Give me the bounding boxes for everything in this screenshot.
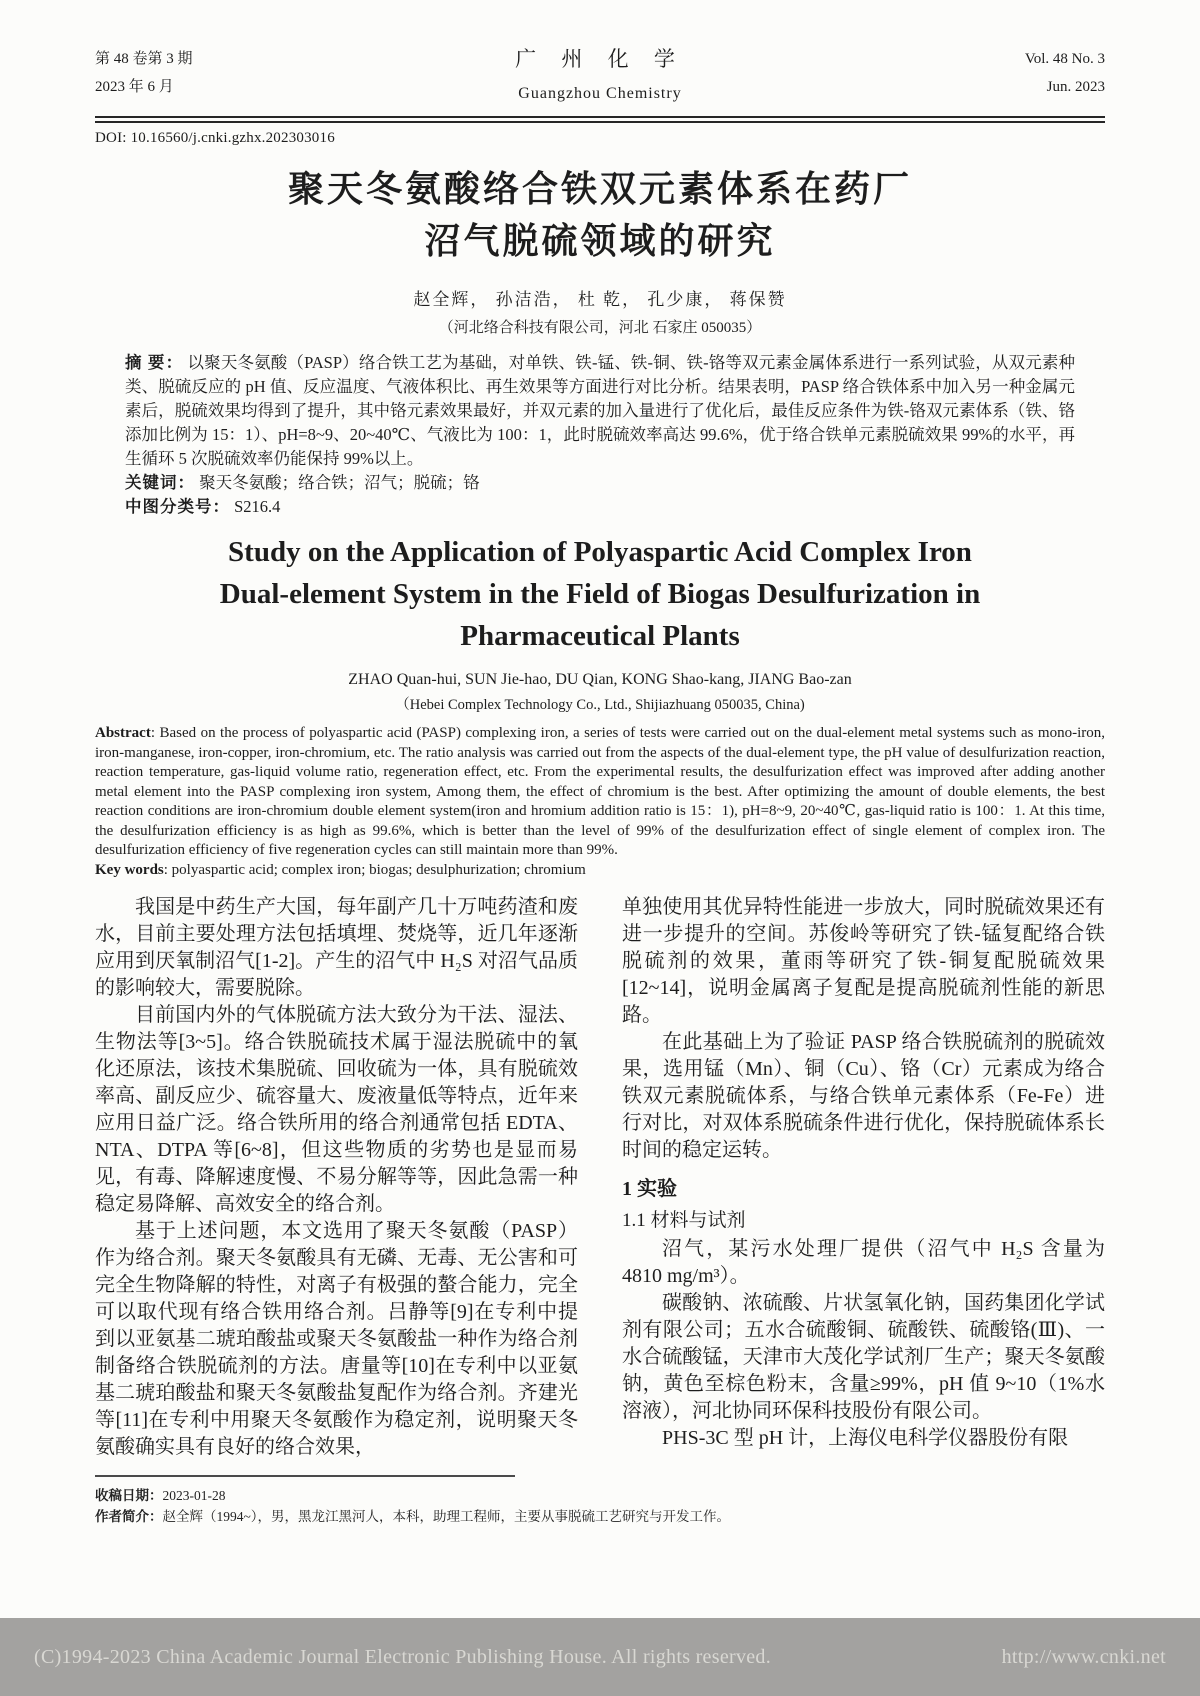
abstract-en-block: [95, 724, 1105, 880]
keywords-cn: [125, 471, 1075, 495]
received-date-label: 收稿日期：: [95, 1488, 163, 1504]
footer-bar: [0, 1618, 1200, 1696]
paragraph-biogas-source: 沼气，某污水处理厂提供（沼气中 H₂S 含量为 4810 mg/m³）。: [622, 1238, 1105, 1288]
clc-label: 中图分类号：: [125, 497, 230, 517]
doi-line: DOI: 10.16560/j.cnki.gzhx.202303016: [95, 130, 335, 147]
abstract-en: [95, 724, 1105, 861]
paragraph-intro: 我国是中药生产大国，每年副产几十万吨药渣和废水，目前主要处理方法包括填埋、焚烧等，近几年逐渐应用到厌氧制沼气[1-2]。产生的沼气中 H₂S 对沼气品质的影响较大，需要脱除。: [95, 896, 578, 1000]
author-bio: [95, 1506, 1105, 1527]
subsection-heading-materials: 1.1 材料与试剂: [622, 1210, 746, 1232]
header-divider: [95, 116, 1105, 123]
copyright-text: (C)1994-2023 China Academic Journal Electronic Publishing House. All rights reserved.: [34, 1645, 772, 1668]
issue-volume-cn: 第 48 卷第 3 期: [95, 51, 193, 68]
left-column: [95, 894, 578, 1461]
author-bio-label: 作者简介：: [95, 1509, 163, 1525]
affiliation-cn: （河北络合科技有限公司，河北 石家庄 050035）: [438, 320, 762, 337]
affiliation-en: （Hebei Complex Technology Co., Ltd., Shijiazhuang 050035, China): [395, 697, 805, 714]
abstract-cn-text: 以聚天冬氨酸（PASP）络合铁工艺为基础，对单铁、铁-锰、铁-铜、铁-铬等双元素金属体系进行一系列试验，从双元素种类、脱硫反应的 pH 值、反应温度、气液体积比、再生效果等方面进行对比分析。结果表明，PASP 络合铁体系中加入另一种金属元素后，脱硫效果均得到了提升，其中铬元素效果最好，并双元素的加入量进行了优化后，最佳反应条件为铁-铬双元素体系（铁、铬添加比例为 15：1）、pH=8~9、20~40℃、气液比为 100：1，此时脱硫效率高达 99.6%，优于络合铁单元素脱硫效果 99%的水平，再生循环 5 次脱硫效率仍能保持 99%以上。: [125, 353, 1075, 469]
article-title-en-line1: Study on the Application of Polyaspartic Acid Complex Iron: [228, 536, 972, 569]
cnki-url: http://www.cnki.net: [1001, 1645, 1166, 1668]
header-volume-info: [885, 46, 1105, 102]
abstract-cn-label: 摘 要：: [125, 353, 184, 373]
article-title-en-line2: Dual-element System in the Field of Biogas Desulfurization in: [219, 578, 981, 611]
authors-cn: 赵全辉， 孙洁浩， 杜 乾， 孔少康， 蒋保赞: [413, 290, 787, 310]
abstract-cn: [125, 351, 1075, 471]
issue-volume-en: Vol. 48 No. 3: [1024, 51, 1105, 68]
header-issue-info: [95, 46, 315, 102]
article-title-cn-line2: 沼气脱硫领域的研究: [424, 221, 776, 262]
clc-value: S216.4: [234, 497, 281, 517]
paragraph-methods-overview: 目前国内外的气体脱硫方法大致分为干法、湿法、生物法等[3~5]。络合铁脱硫技术属于湿法脱硫中的氧化还原法，该技术集脱硫、回收硫为一体，具有脱硫效率高、副反应少、硫容量大、废液量低等特点，近年来应用日益广泛。络合铁所用的络合剂通常包括 EDTA、NTA、DTPA 等[6~8]，但这些物质的劣势也是显而易见，有毒、降解速度慢、不易分解等等，因此急需一种稳定易降解、高效安全的络合剂。: [95, 1004, 578, 1216]
article-title-cn: [95, 163, 1105, 267]
article-title-en-line3: Pharmaceutical Plants: [460, 620, 740, 653]
issue-date-en: Jun. 2023: [1046, 79, 1105, 96]
clc-number: [125, 495, 1075, 519]
footnote-divider: [95, 1475, 515, 1477]
journal-title-en: Guangzhou Chemistry: [518, 84, 682, 102]
header-journal-title: [515, 40, 685, 108]
section-heading-experiment: 1 实验: [622, 1178, 677, 1201]
abstract-en-text: : Based on the process of polyaspartic acid (PASP) complexing iron, a series of tests were carried out on the dual-element metal systems such as mono-iron, iron-manganese, iron-copper, iron-chromium, etc. The ratio analysis was carried out from the aspects of the dual-element type, the pH value of desulfurization reaction, reaction temperature, gas-liquid volume ratio, regeneration effect, etc. From the experimental results, the desulfurization effect was improved after adding another metal element into the PASP complexing iron system, Among them, the effect of chromium is the best. After optimizing the amount of double elements, the best reaction conditions are iron-chromium double element system(iron and hromium addition ratio is 15：1), pH=8~9, 20~40℃, gas-liquid ratio is 100：1. At this time, the desulfurization efficiency is as high as 99.6%, which is better than the level of 99% of the desulfurization effect of single element of complex iron. The desulfurization efficiency of five regeneration cycles can still maintain more than 99%.: [95, 725, 1105, 859]
author-bio-text: 赵全辉（1994~），男，黑龙江黑河人，本科，助理工程师，主要从事脱硫工艺研究与开发工作。: [162, 1509, 731, 1525]
received-date-value: 2023-01-28: [162, 1488, 226, 1504]
issue-date-cn: 2023 年 6 月: [95, 79, 174, 96]
abstract-cn-block: [125, 351, 1075, 519]
right-column: [622, 894, 1105, 1461]
keywords-en-label: Key words: [95, 861, 164, 878]
abstract-en-label: Abstract: [95, 725, 151, 742]
keywords-en-text: : polyaspartic acid; complex iron; biogas; desulphurization; chromium: [163, 861, 586, 878]
authors-en: ZHAO Quan-hui, SUN Jie-hao, DU Qian, KONG Shao-kang, JIANG Bao-zan: [348, 671, 852, 689]
paragraph-reagents: 碳酸钠、浓硫酸、片状氢氧化钠，国药集团化学试剂有限公司；五水合硫酸铜、硫酸铁、硫酸铬(Ⅲ)、一水合硫酸锰，天津市大茂化学试剂厂生产；聚天冬氨酸钠，黄色至棕色粉末，含量≥99%，pH 值 9~10（1%水溶液），河北协同环保科技股份有限公司。: [622, 1292, 1105, 1423]
keywords-cn-text: 聚天冬氨酸；络合铁；沼气；脱硫；铬: [199, 473, 480, 493]
journal-title-cn: 广 州 化 学: [515, 47, 685, 71]
paragraph-pasp-selection: 基于上述问题，本文选用了聚天冬氨酸（PASP）作为络合剂。聚天冬氨酸具有无磷、无毒、无公害和可完全生物降解的特性，对离子有极强的螯合能力，完全可以取代现有络合铁用络合剂。吕静等[9]在专利中提到以亚氨基二琥珀酸盐或聚天冬氨酸盐一种作为络合剂制备络合铁脱硫剂的方法。唐量等[10]在专利中以亚氨基二琥珀酸盐和聚天冬氨酸盐复配作为络合剂。齐建光等[11]在专利中用聚天冬氨酸作为稳定剂，说明聚天冬氨酸确实具有良好的络合效果，: [95, 1220, 578, 1459]
body-columns: [95, 894, 1105, 1461]
received-date: [95, 1485, 1105, 1506]
paragraph-continuation: 单独使用其优异特性能进一步放大，同时脱硫效果还有进一步提升的空间。苏俊岭等研究了铁-锰复配络合铁脱硫剂的效果，董雨等研究了铁-铜复配脱硫效果[12~14]，说明金属离子复配是提高脱硫剂性能的新思路。: [622, 896, 1105, 1027]
page-header: [95, 40, 1105, 108]
article-title-en: [95, 531, 1105, 657]
paragraph-study-basis: 在此基础上为了验证 PASP 络合铁脱硫剂的脱硫效果，选用锰（Mn）、铜（Cu）、铬（Cr）元素成为络合铁双元素脱硫体系，与络合铁单元素体系（Fe-Fe）进行对比，对双体系脱硫条件进行优化，保持脱硫体系长时间的稳定运转。: [622, 1031, 1105, 1162]
article-title-cn-line1: 聚天冬氨酸络合铁双元素体系在药厂: [287, 169, 912, 210]
keywords-cn-label: 关键词：: [125, 473, 195, 493]
keywords-en: [95, 861, 1105, 881]
paragraph-ph-meter: PHS-3C 型 pH 计，上海仪电科学仪器股份有限: [662, 1427, 1069, 1450]
footnote-block: [95, 1475, 1105, 1527]
